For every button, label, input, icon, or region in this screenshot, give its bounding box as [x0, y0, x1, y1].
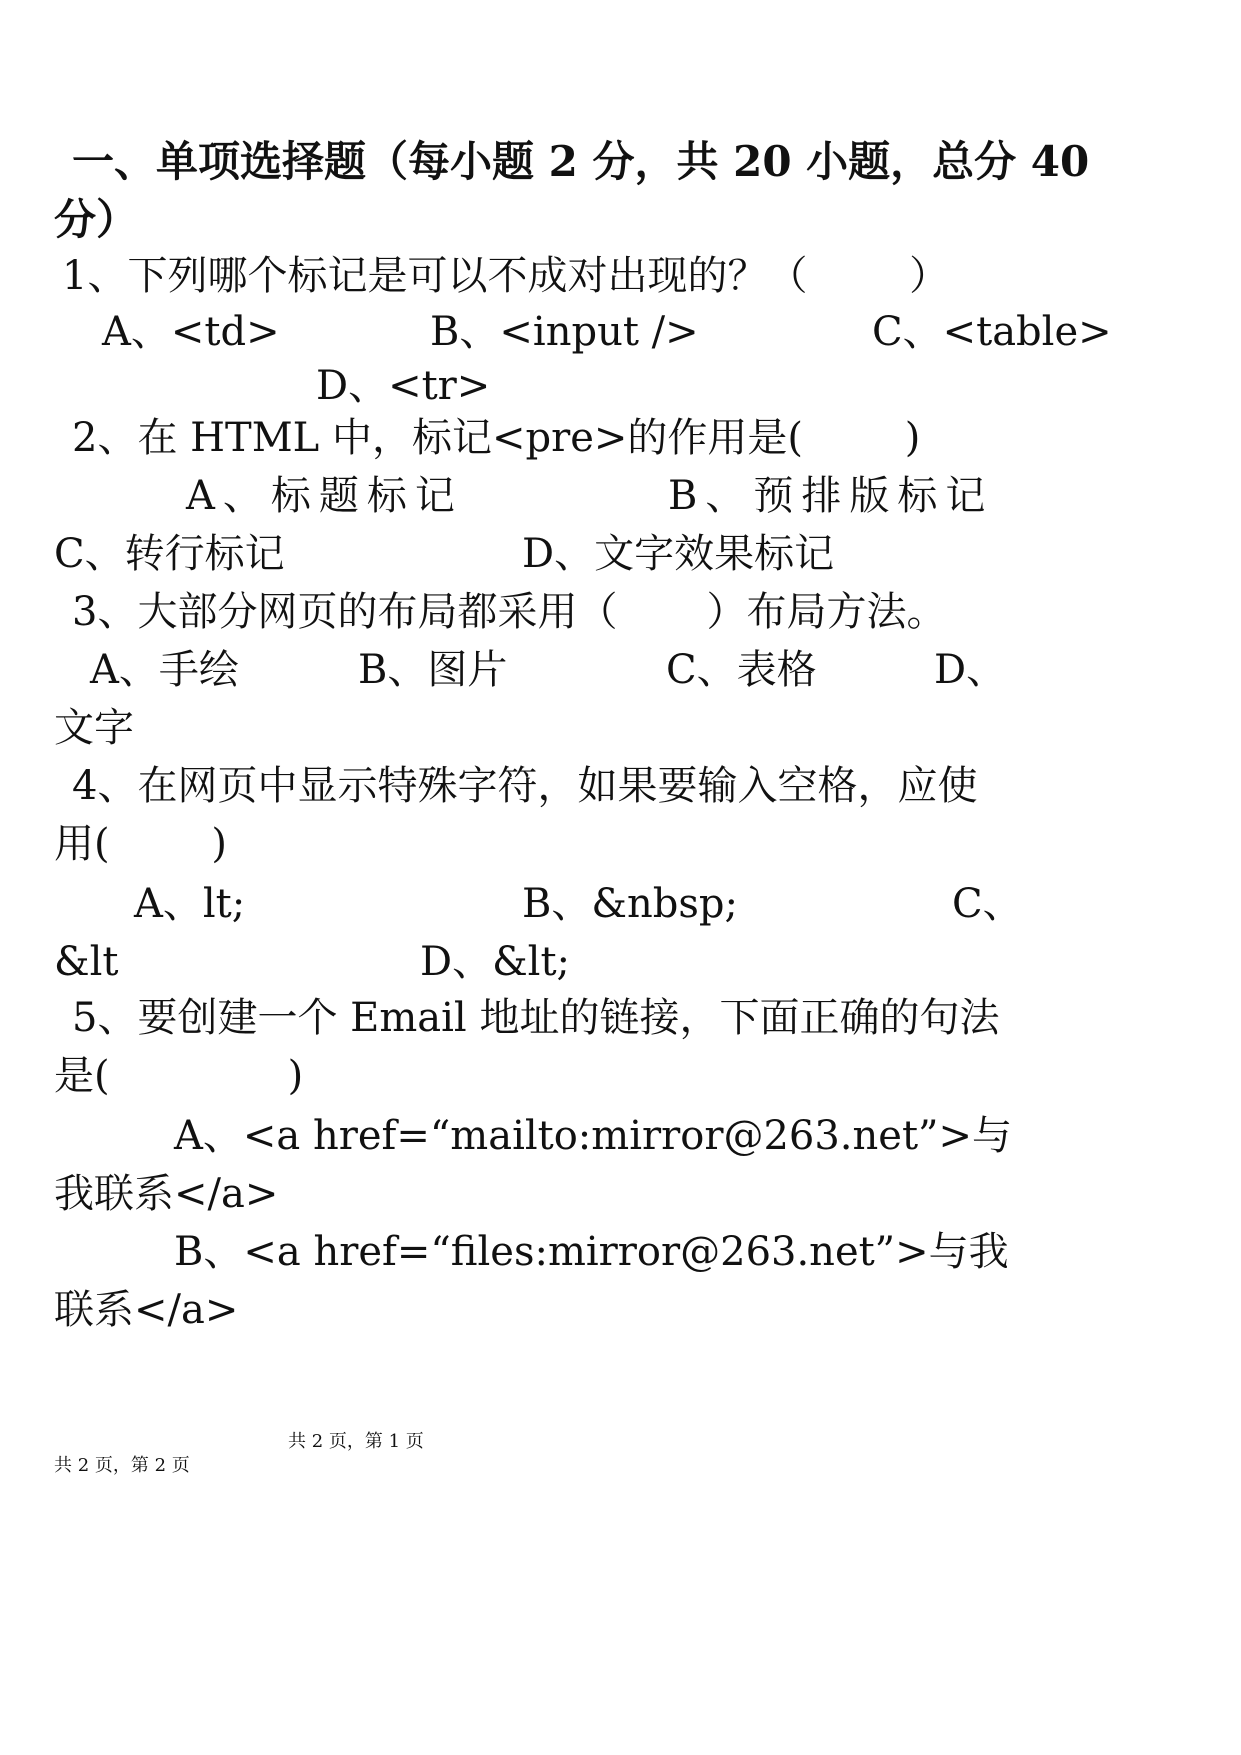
- question-4-option-d: D、&lt;: [420, 939, 571, 985]
- question-1-stem: 1、下列哪个标记是可以不成对出现的？（ ）: [62, 253, 950, 299]
- question-5-stem: 5、要创建一个 Email 地址的链接，下面正确的句法: [72, 995, 1000, 1041]
- question-3-option-a: A、手绘: [90, 647, 239, 693]
- question-3-option-d-text: 文字: [54, 705, 134, 751]
- question-3-option-b: B、图片: [358, 647, 508, 693]
- question-4-option-b: B、&nbsp;: [522, 881, 738, 927]
- question-4-option-c: C、: [952, 881, 1023, 927]
- question-2-option-a: A、标题标记: [186, 473, 463, 519]
- question-1-option-b: B、<input />: [430, 309, 699, 355]
- question-5-option-a: A、<a href=“mailto:mirror@263.net”>与: [174, 1113, 1012, 1159]
- question-2-option-d: D、文字效果标记: [522, 531, 835, 577]
- question-1-option-a: A、<td>: [102, 309, 280, 355]
- section-title: 一、单项选择题（每小题 2 分，共 20 小题，总分 40: [72, 137, 1090, 186]
- question-3-option-d: D、: [934, 647, 1007, 693]
- question-2-option-b: B、预排版标记: [668, 473, 994, 519]
- question-2-option-c: C、转行标记: [54, 531, 285, 577]
- question-1-option-c: C、<table>: [872, 309, 1112, 355]
- page-footer-left: 共 2 页，第 2 页: [54, 1455, 190, 1476]
- page-footer-center: 共 2 页，第 1 页: [288, 1431, 424, 1452]
- question-4-stem: 4、在网页中显示特殊字符，如果要输入空格，应使: [72, 763, 978, 809]
- question-1-option-d: D、<tr>: [316, 363, 491, 409]
- question-5-option-b-continued: 联系</a>: [54, 1287, 239, 1333]
- question-5-stem-continued: 是( ): [54, 1053, 304, 1099]
- question-3-stem: 3、大部分网页的布局都采用（ ）布局方法。: [72, 589, 947, 635]
- question-4-option-c-text: &lt: [54, 939, 119, 985]
- question-3-option-c: C、表格: [666, 647, 817, 693]
- question-5-option-b: B、<a href=“files:mirror@263.net”>与我: [174, 1229, 1009, 1275]
- section-title-continued: 分）: [54, 195, 139, 244]
- question-4-stem-continued: 用( ): [54, 821, 227, 867]
- question-5-option-a-continued: 我联系</a>: [54, 1171, 279, 1217]
- question-2-stem: 2、在 HTML 中，标记<pre>的作用是( ): [72, 415, 921, 461]
- question-4-option-a: A、lt;: [134, 881, 246, 927]
